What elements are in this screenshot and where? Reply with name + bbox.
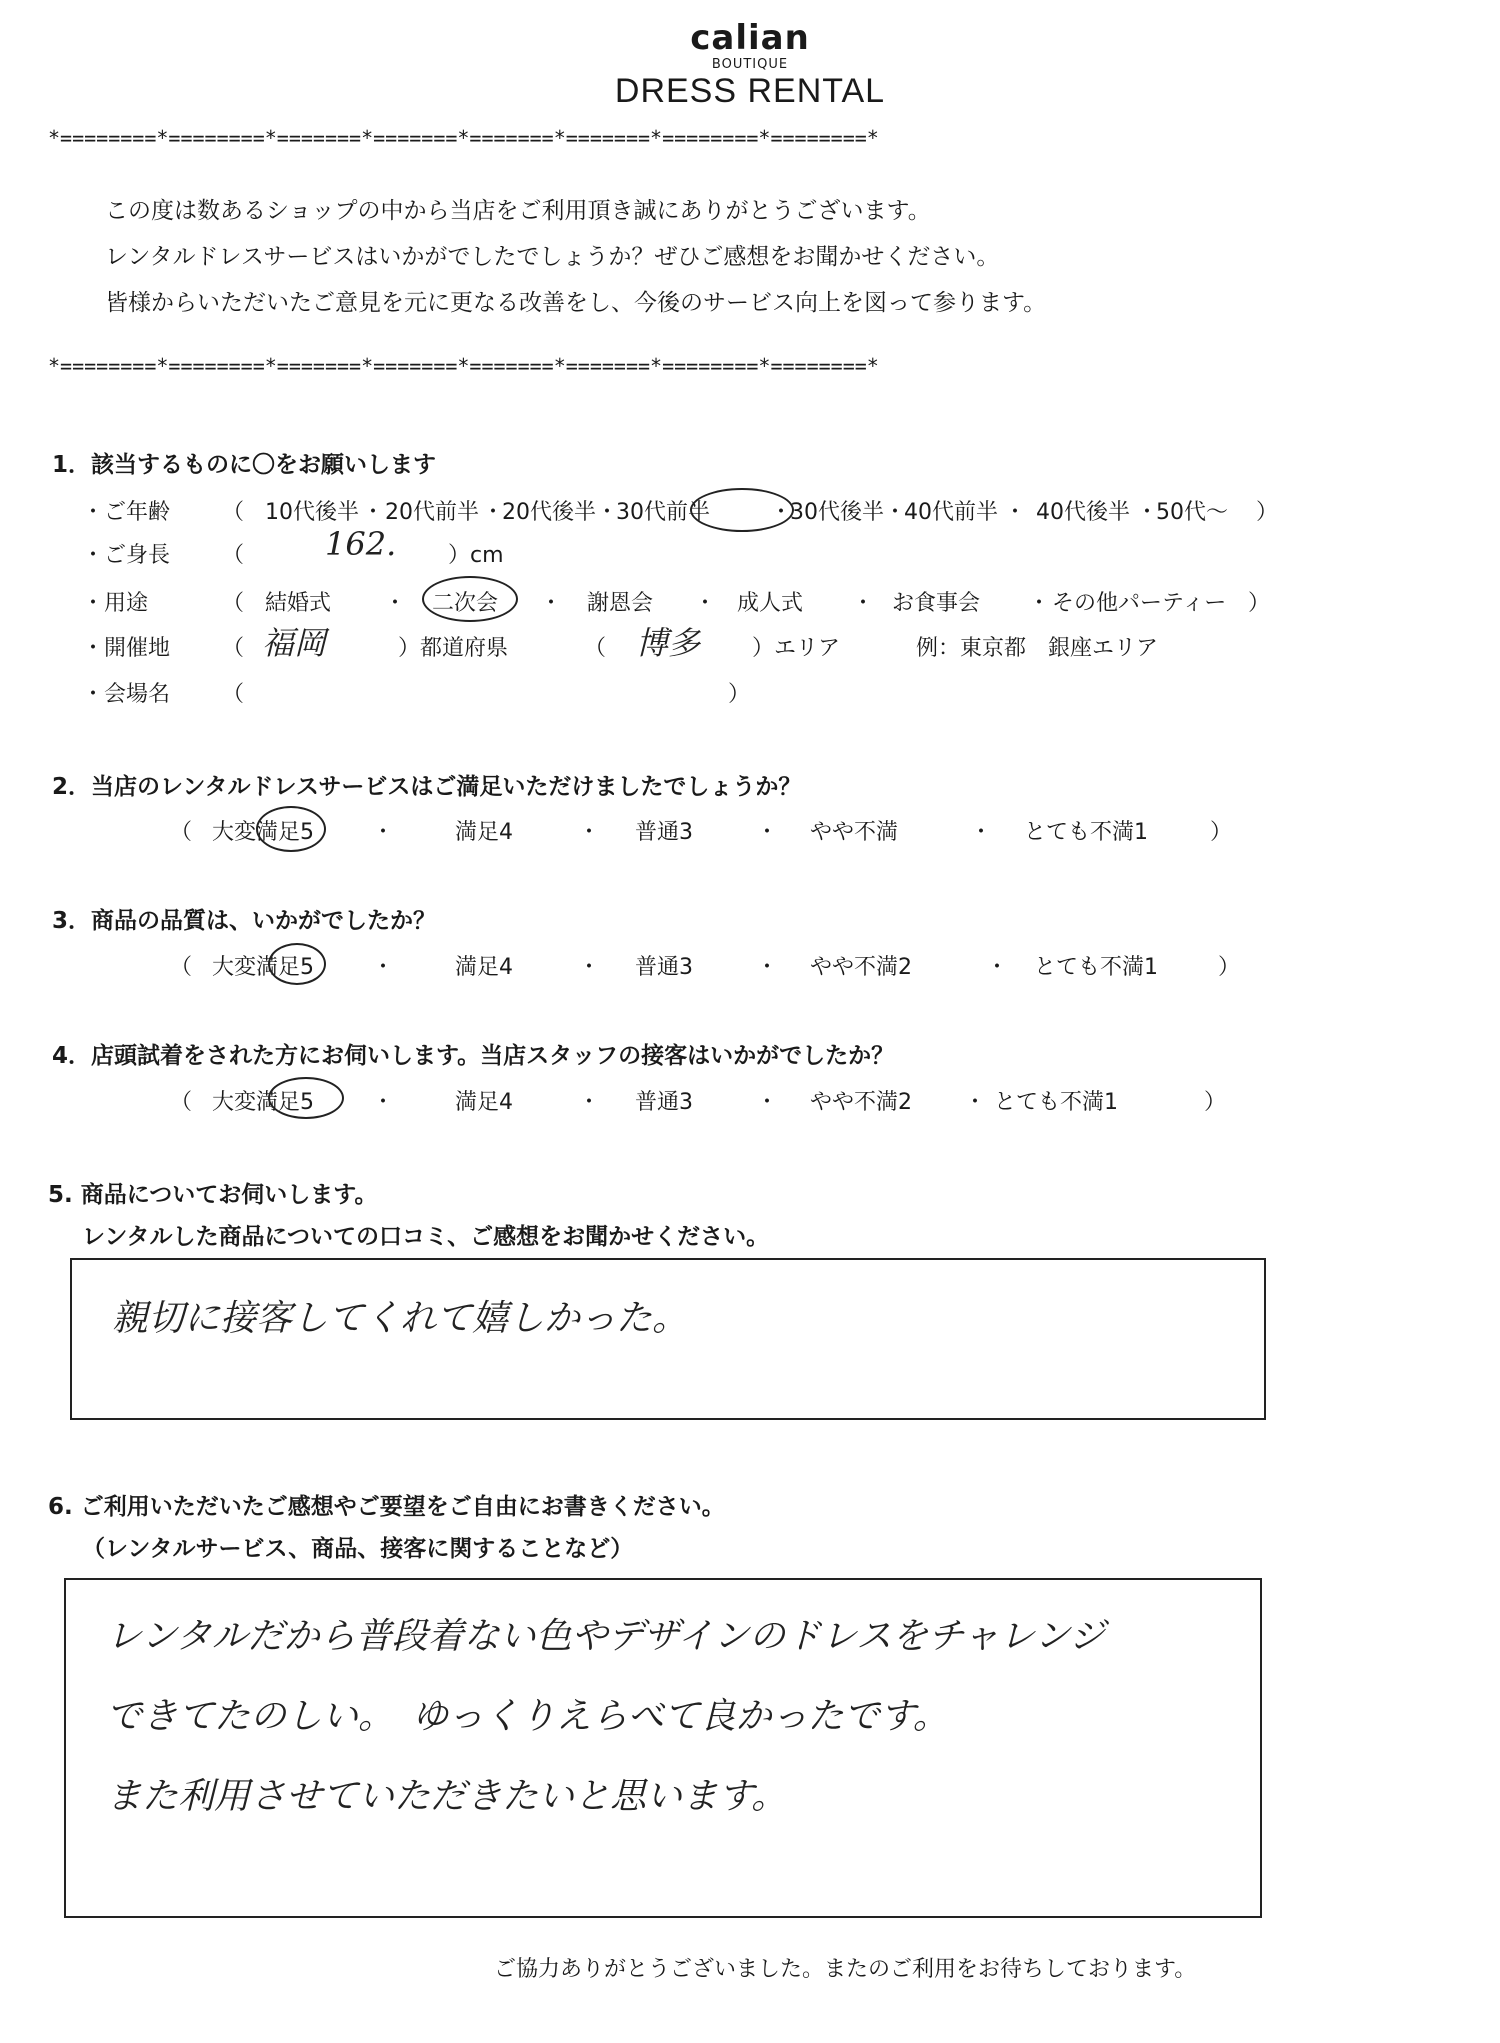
purpose-option-after-party[interactable]: 二次会 <box>432 591 499 616</box>
dot: ・ <box>756 820 779 845</box>
height-label: ・ご身長 <box>82 543 171 568</box>
q4-open-paren: （ <box>170 1090 193 1115</box>
dot: ・ <box>384 591 407 616</box>
dot: ・ <box>540 591 563 616</box>
prefecture-handwritten-value[interactable]: 福岡 <box>262 624 327 662</box>
q2-title: 2．当店のレンタルドレスサービスはご満足いただけましたでしょうか？ <box>52 774 802 800</box>
location-label: ・開催地 <box>82 636 171 661</box>
footer-thanks: ご協力ありがとうございました。またのご利用をお待ちしております。 <box>494 1957 1197 1982</box>
purpose-option-wedding[interactable]: 結婚式 <box>265 591 332 616</box>
q2-close-paren: ） <box>1210 820 1233 845</box>
area-open-paren: （ <box>584 636 607 661</box>
q2-option-satisfied[interactable]: 満足4 <box>455 820 513 845</box>
q4-option-very-unsatisfied[interactable]: とても不満1 <box>994 1090 1118 1115</box>
age-option-30s-early[interactable]: 30代前半 <box>616 500 710 525</box>
age-close-paren: ） <box>1256 500 1279 525</box>
separator-bottom: *========*========*=======*=======*=======*=======*========*========* <box>48 354 879 378</box>
intro-line-1: この度は数あるショップの中から当店をご利用頂き誠にありがとうございます。 <box>105 198 931 224</box>
age-option-50s[interactable]: 50代～ <box>1156 500 1228 525</box>
dot: ・ <box>756 955 779 980</box>
dot: ・ <box>986 955 1009 980</box>
dot: ・ <box>372 955 395 980</box>
q6-subtitle: （レンタルサービス、商品、接客に関することなど） <box>82 1536 634 1562</box>
purpose-option-coming-of-age[interactable]: 成人式 <box>737 591 804 616</box>
purpose-option-other-party[interactable]: その他パーティー <box>1052 591 1227 616</box>
q5-handwritten-answer: 親切に接客してくれて嬉しかった。 <box>112 1298 689 1339</box>
page-title: DRESS RENTAL <box>614 72 886 110</box>
dot: ・ <box>362 500 385 525</box>
age-option-20s-late[interactable]: 20代後半 <box>502 500 596 525</box>
dot: ・ <box>372 820 395 845</box>
q2-option-average[interactable]: 普通3 <box>635 820 693 845</box>
q5-title: 5. 商品についてお伺いします。 <box>48 1182 378 1208</box>
age-open-paren: （ <box>222 500 245 525</box>
separator-top: *========*========*=======*=======*=======*=======*========*========* <box>48 126 879 150</box>
dot: ・ <box>770 500 793 525</box>
purpose-option-thanks-party[interactable]: 謝恩会 <box>587 591 654 616</box>
q4-selected-circle <box>268 1077 344 1119</box>
area-handwritten-value[interactable]: 博多 <box>636 624 701 662</box>
dot: ・ <box>578 955 601 980</box>
dot: ・ <box>482 500 505 525</box>
q2-option-very-satisfied[interactable]: 大変満足5 <box>212 820 314 845</box>
q3-option-very-unsatisfied[interactable]: とても不満1 <box>1034 955 1158 980</box>
age-option-20s-early[interactable]: 20代前半 <box>385 500 479 525</box>
dot: ・ <box>372 1090 395 1115</box>
purpose-option-dinner[interactable]: お食事会 <box>892 591 981 616</box>
purpose-open-paren: （ <box>222 591 245 616</box>
q6-answer-box[interactable] <box>64 1578 1262 1918</box>
height-open-paren: （ <box>222 543 245 568</box>
q4-option-average[interactable]: 普通3 <box>635 1090 693 1115</box>
q3-option-slightly-unsatisfied[interactable]: やや不満2 <box>810 955 912 980</box>
q4-title: 4．店頭試着をされた方にお伺いします。当店スタッフの接客はいかがでしたか？ <box>52 1043 895 1069</box>
q6-title: 6. ご利用いただいたご感想やご要望をご自由にお書きください。 <box>48 1494 725 1520</box>
q4-option-slightly-unsatisfied[interactable]: やや不満2 <box>810 1090 912 1115</box>
q1-title: 1．該当するものに〇をお願いします <box>52 452 437 478</box>
dot: ・ <box>596 500 619 525</box>
height-handwritten-value[interactable]: 162. <box>325 525 397 563</box>
dot: ・ <box>964 1090 987 1115</box>
dot: ・ <box>1136 500 1159 525</box>
brand-logo: calian <box>690 18 810 58</box>
purpose-selected-circle <box>422 576 518 622</box>
purpose-label: ・用途 <box>82 591 149 616</box>
location-open-paren: （ <box>222 636 245 661</box>
q6-handwritten-line-3: また利用させていただきたいと思います。 <box>106 1776 788 1817</box>
dot: ・ <box>1028 591 1051 616</box>
q3-open-paren: （ <box>170 955 193 980</box>
age-option-10s-late[interactable]: 10代後半 <box>265 500 359 525</box>
q2-option-very-unsatisfied[interactable]: とても不満1 <box>1024 820 1148 845</box>
intro-line-3: 皆様からいただいたご意見を元に更なる改善をし、今後のサービス向上を図って参ります。 <box>105 290 1047 316</box>
q3-option-very-satisfied[interactable]: 大変満足5 <box>212 955 314 980</box>
dot: ・ <box>578 820 601 845</box>
q4-option-very-satisfied[interactable]: 大変満足5 <box>212 1090 314 1115</box>
dot: ・ <box>852 591 875 616</box>
prefecture-suffix: ）都道府県 <box>398 636 509 661</box>
q5-answer-box[interactable] <box>70 1258 1266 1420</box>
age-label: ・ご年齢 <box>82 500 171 525</box>
age-option-40s-late[interactable]: 40代後半 <box>1036 500 1130 525</box>
dot: ・ <box>884 500 907 525</box>
brand-subtitle: BOUTIQUE <box>711 57 789 72</box>
age-option-30s-late[interactable]: 30代後半 <box>790 500 884 525</box>
q6-handwritten-line-2: できてたのしい。 ゆっくりえらべて良かったです。 <box>106 1696 949 1737</box>
q3-option-satisfied[interactable]: 満足4 <box>455 955 513 980</box>
height-unit: ）cm <box>448 543 504 568</box>
q2-selected-circle <box>256 806 326 852</box>
q3-title: 3．商品の品質は、いかがでしたか？ <box>52 908 437 934</box>
q6-handwritten-line-1: レンタルだから普段着ない色やデザインのドレスをチャレンジ <box>106 1616 1106 1657</box>
q4-option-satisfied[interactable]: 満足4 <box>455 1090 513 1115</box>
venue-close-paren: ） <box>728 682 751 707</box>
intro-line-2: レンタルドレスサービスはいかがでしたでしょうか？ぜひご感想をお聞かせください。 <box>105 244 1000 270</box>
q4-close-paren: ） <box>1204 1090 1227 1115</box>
location-example: 例：東京都 銀座エリア <box>916 636 1159 661</box>
venue-open-paren: （ <box>222 682 245 707</box>
q3-selected-circle <box>268 943 326 985</box>
age-option-40s-early[interactable]: 40代前半 <box>904 500 998 525</box>
dot: ・ <box>694 591 717 616</box>
dot: ・ <box>756 1090 779 1115</box>
q5-subtitle: レンタルした商品についての口コミ、ご感想をお聞かせください。 <box>82 1224 770 1250</box>
area-suffix: ）エリア <box>752 636 841 661</box>
venue-label: ・会場名 <box>82 682 171 707</box>
q3-close-paren: ） <box>1218 955 1241 980</box>
q2-option-slightly-unsatisfied[interactable]: やや不満 <box>810 820 899 845</box>
q3-option-average[interactable]: 普通3 <box>635 955 693 980</box>
dot: ・ <box>1004 500 1027 525</box>
dot: ・ <box>578 1090 601 1115</box>
dot: ・ <box>970 820 993 845</box>
purpose-close-paren: ） <box>1248 591 1271 616</box>
q2-open-paren: （ <box>170 820 193 845</box>
